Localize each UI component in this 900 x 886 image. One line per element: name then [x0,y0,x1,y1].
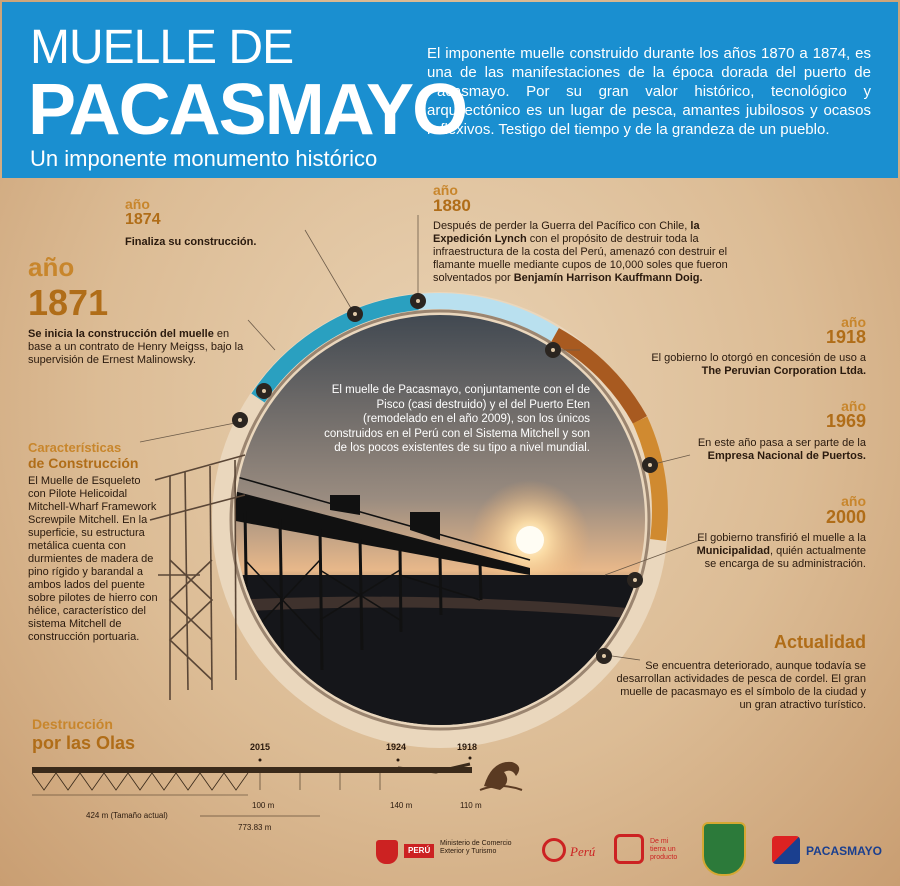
total-length: 773.83 m [238,823,272,832]
marca-peru-label: Perú [570,844,596,859]
construccion-text: El Muelle de Esqueleto con Pilote Helicoidal Mitchell-Wharf Framework Screwpile Mitchell. En la superficie, su estructura metálica cuenta con durmientes de madera de pino rígido y barandal a ambos lados del puente sobre pilotes de hierro con hélice, característico del sistema Mitchell de construcción portuaria. [28,475,158,643]
event-2000-text2: , quién actualmente se encarga de su administración. [704,545,866,570]
de-mi-tierra-label: De mi tierra un producto [650,838,678,861]
marca-peru-swirl-icon [542,838,566,862]
logo-de-mi-tierra [614,834,686,870]
year-label-1918: año [841,314,866,330]
destroy-year-0: 2015 [250,742,271,752]
construccion-heading2: de Construcción [28,455,139,471]
current-length: 424 m (Tamaño actual) [86,811,168,820]
logo-pacasmayo [772,836,892,866]
year-label-2000: año [841,493,866,509]
event-1969-bold: Empresa Nacional de Puertos. [707,450,866,462]
year-2000: 2000 [825,507,866,527]
municipal-crest-icon [702,822,746,876]
circle-overlay-text: El muelle de Pacasmayo, conjuntamente con el de Pisco (casi destruido) y el del Puerto Eten (remodelado en el año 2009), son los únicos construidos en el Perú con el Sistema Mitchell y son de los pocos existentes de su tipo a nivel mundial. [324,384,590,454]
year-1880: 1880 [433,196,471,215]
peru-flag-label: PERÚ [404,844,434,858]
segment-0: 100 m [252,801,275,810]
event-1874-bold: Finaliza su construcción. [125,236,257,248]
year-label-1880: año [433,182,458,198]
pacasmayo-cube-icon [772,836,800,864]
event-1871-bold: Se inicia la construcción del muelle [28,328,214,340]
title-line1: MUELLE DE [30,21,294,74]
event-1918-text: El gobierno lo otorgó en concesión de uso a [651,352,866,364]
actualidad-text: Se encuentra deteriorado, aunque todavía se desarrollan actividades de pesca de cordel. El gran muelle de pacasmayo es el símbolo de la ciudad y un gran atractivo turístico. [616,660,866,711]
year-1871: 1871 [28,282,109,323]
logo-peru-ministry [372,838,527,866]
event-1918-bold: The Peruvian Corporation Ltda. [701,365,866,377]
segment-1: 140 m [390,801,413,810]
event-1880-bold2: Benjamín Harrison Kauffmann Doig. [513,272,703,284]
destroy-year-1: 1924 [386,742,407,752]
destroy-year-2: 1918 [457,742,478,752]
event-1969-text: En este año pasa a ser parte de la [697,437,866,449]
house-icon [614,834,644,864]
event-1880-text2: con el propósito de destruir toda la infraestructura de la costa del Perú, amenazó con destruir el flamante muelle mediante cupos de 10,000 soles que fueron solventados por [433,233,728,284]
destruccion-heading1: Destrucción [32,716,113,732]
event-1880-text1: Después de perder la Guerra del Pacífico con Chile, [433,220,691,232]
segment-2: 110 m [460,801,482,810]
intro-paragraph: El imponente muelle construido durante los años 1870 a 1874, es una de las manifestaciones de la época dorada del puerto de Pacasmayo. Por su gran valor histórico, tecnológico y arquitectónico es un lugar de pesca, amantes jubilosos y ocasos reflexivos. Testigo del tiempo y de la grandeza de un pueblo. [427,45,871,138]
event-1871-text: en base a un contrato de Henry Meigss, bajo la supervisión de Ernest Malinowsky. [28,328,244,366]
event-2000-bold: Municipalidad [696,545,770,557]
event-2000-text1: El gobierno transfirió el muelle a la [697,532,866,544]
actualidad-heading: Actualidad [773,632,866,652]
year-label-1871: año [28,252,75,282]
year-1918: 1918 [825,327,866,347]
construccion-heading1: Características [28,440,122,455]
year-1874: 1874 [125,211,161,228]
subtitle: Un imponente monumento histórico [30,146,378,171]
year-label-1874: año [125,196,150,212]
destruccion-heading2: por las Olas [32,733,136,753]
year-label-1969: año [841,398,866,414]
ministry-name: Ministerio de Comercio Exterior y Turismo [440,840,512,855]
title-line2: PACASMAYO [28,70,467,150]
peru-shield-icon [376,840,398,864]
pacasmayo-label: PACASMAYO [806,844,883,858]
logo-marca-peru [540,836,602,868]
event-1880-bold1: la Expedición Lynch [433,220,700,245]
year-1969: 1969 [825,411,866,431]
pier-strip [32,764,472,795]
